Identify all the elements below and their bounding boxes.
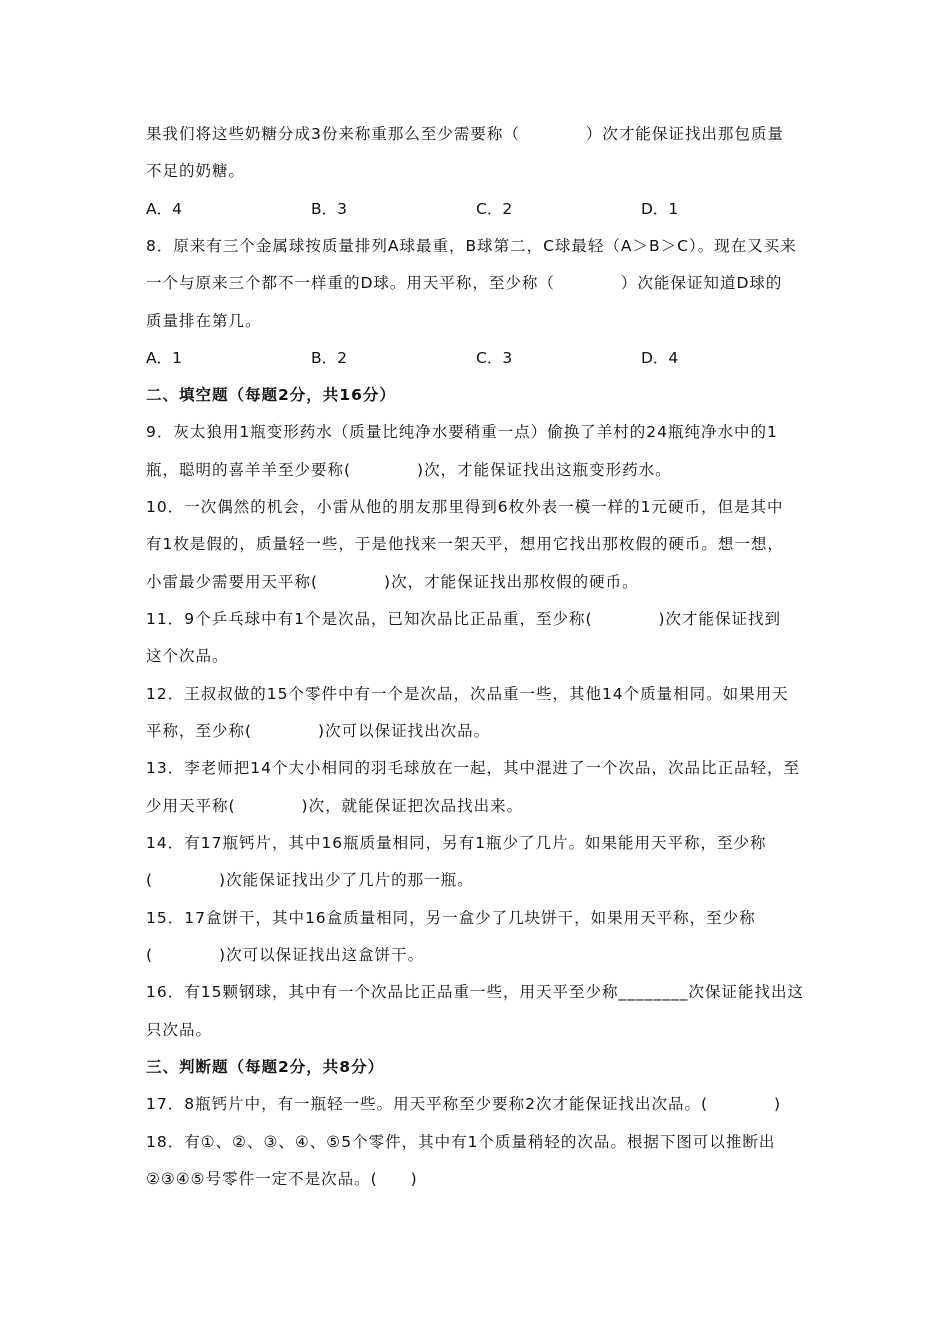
q16-line-1: 16．有15颗钢球，其中有一个次品比正品重一些，用天平至少称________次保证能找出这: [146, 983, 804, 1001]
q7-option-a: A．4: [146, 200, 182, 218]
q8-option-b: B．2: [311, 349, 347, 367]
q7-option-c: C．2: [476, 200, 513, 218]
q8-option-a: A．1: [146, 349, 182, 367]
q8-line-1: 8．原来有三个金属球按质量排列A球最重，B球第二，C球最轻（A＞B＞C）。现在又买来: [146, 237, 797, 255]
section-3-heading: 三、判断题（每题2分，共8分）: [146, 1058, 385, 1076]
q14-line-2: ( )次能保证找出少了几片的那一瓶。: [146, 871, 474, 889]
q13-line-2: 少用天平称( )次，就能保证把次品找出来。: [146, 797, 524, 815]
q7-option-b: B．3: [311, 200, 347, 218]
q18-line-1: 18．有①、②、③、④、⑤5个零件，其中有1个质量稍轻的次品。根据下图可以推断出: [146, 1133, 776, 1151]
q12-line-2: 平称，至少称( )次可以保证找出次品。: [146, 722, 491, 740]
q9-line-2: 瓶，聪明的喜羊羊至少要称( )次，才能保证找出这瓶变形药水。: [146, 461, 672, 479]
q8-line-3: 质量排在第几。: [146, 312, 262, 330]
q14-line-1: 14．有17瓶钙片，其中16瓶质量相同，另有1瓶少了几片。如果能用天平称，至少称: [146, 834, 767, 852]
q11-line-2: 这个次品。: [146, 647, 229, 665]
q15-line-1: 15．17盒饼干，其中16盒质量相同，另一盒少了几块饼干，如果用天平称，至少称: [146, 909, 756, 927]
q7-option-d: D．1: [641, 200, 679, 218]
q11-line-1: 11．9个乒乓球中有1个是次品，已知次品比正品重，至少称( )次才能保证找到: [146, 610, 782, 628]
q7-line-2: 不足的奶糖。: [146, 162, 246, 180]
q18-line-2: ②③④⑤号零件一定不是次品。( ): [146, 1170, 418, 1188]
q8-option-c: C．3: [476, 349, 513, 367]
q9-line-1: 9．灰太狼用1瓶变形药水（质量比纯净水要稍重一点）偷换了羊村的24瓶纯净水中的1: [146, 423, 778, 441]
q12-line-1: 12．王叔叔做的15个零件中有一个是次品，次品重一些，其他14个质量相同。如果用天: [146, 685, 789, 703]
q8-option-d: D．4: [641, 349, 679, 367]
q13-line-1: 13．李老师把14个大小相同的羽毛球放在一起，其中混进了一个次品，次品比正品轻，至: [146, 759, 800, 777]
section-2-heading: 二、填空题（每题2分，共16分）: [146, 386, 396, 404]
q15-line-2: ( )次可以保证找出这盒饼干。: [146, 946, 425, 964]
q16-line-2: 只次品。: [146, 1021, 213, 1039]
q7-line-1: 果我们将这些奶糖分成3份来称重那么至少需要称（ ）次才能保证找出那包质量: [146, 125, 784, 143]
q17-line-1: 17．8瓶钙片中，有一瓶轻一些。用天平称至少要称2次才能保证找出次品。( ): [146, 1095, 782, 1113]
q10-line-2: 有1枚是假的，质量轻一些，于是他找来一架天平，想用它找出那枚假的硬币。想一想，: [146, 535, 784, 553]
q10-line-1: 10．一次偶然的机会，小雷从他的朋友那里得到6枚外表一模一样的1元硬币，但是其中: [146, 498, 784, 516]
q10-line-3: 小雷最少需要用天平称( )次，才能保证找出那枚假的硬币。: [146, 573, 639, 591]
q8-line-2: 一个与原来三个都不一样重的D球。用天平称，至少称（ ）次能保证知道D球的: [146, 274, 783, 292]
